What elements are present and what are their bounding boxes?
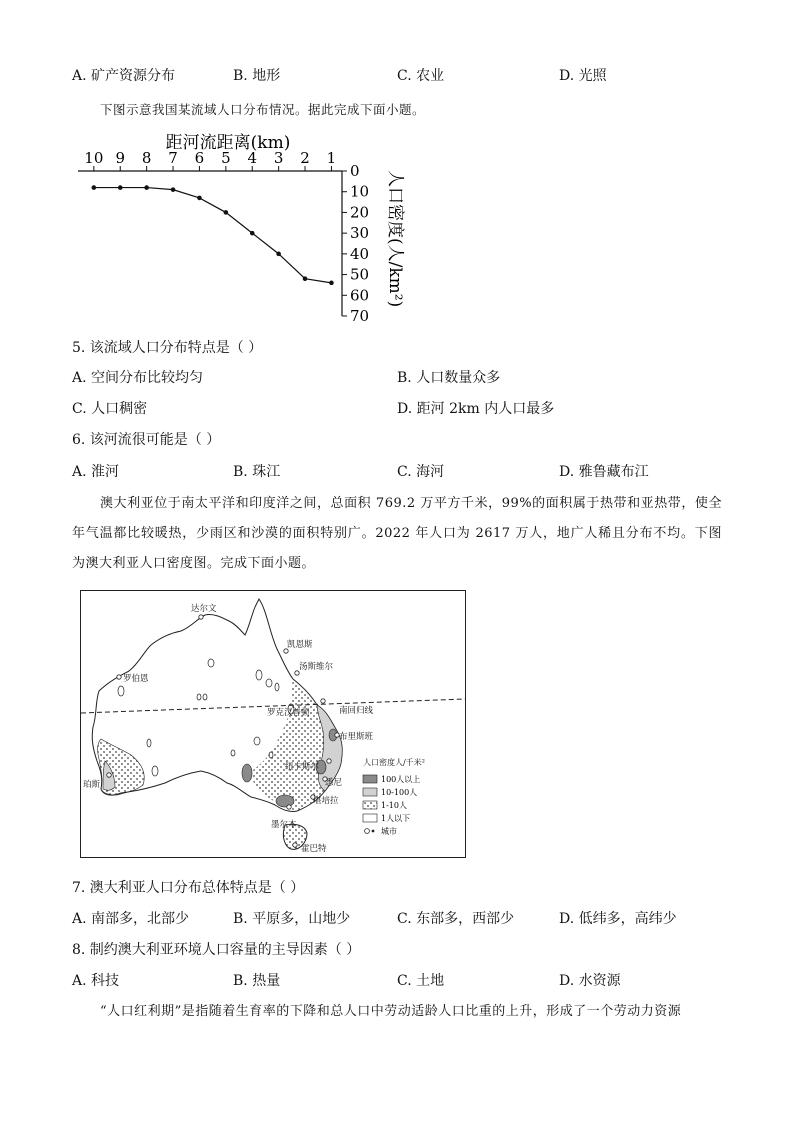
q6-stem: 6. 该河流很可能是（ ） [72,432,221,448]
chart-data-point [329,281,334,286]
chart-x-tick-label: 8 [141,149,152,167]
chart-y-tick-label: 10 [350,182,370,201]
city-label-cairns: 凯恩斯 [287,640,313,650]
chart-data-point [276,252,281,257]
city-label-sydney: 悉尼 [325,778,343,788]
q7-option-b: B. 平原多，山地少 [233,911,351,927]
map-legend [363,757,425,836]
q7-stem: 7. 澳大利亚人口分布总体特点是（ ） [72,880,305,896]
q4-option-c: C. 农业 [397,68,445,84]
q6-option-c: C. 海河 [397,464,445,480]
chart-x-tick-label: 10 [84,149,104,167]
q7-option-a: A. 南部多，北部少 [72,911,190,927]
legend-label-empty: 1人以下 [381,814,411,823]
chart-y-tick-label: 50 [350,265,370,284]
q4-option-d: D. 光照 [559,68,607,84]
q5-option-c: C. 人口稠密 [72,401,148,417]
legend-swatch-dense [363,775,377,783]
city-label-canberra: 堪培拉 [313,796,339,806]
intro-paragraph-1: 下图示意我国某流域人口分布情况。据此完成下面小题。 [100,102,426,117]
chart-series [92,185,334,285]
chart-y-axis-label: 人口密度(人/km²) [385,170,405,308]
legend-label-dense: 100人以上 [381,775,421,784]
city-label-darwin: 达尔文 [191,604,217,614]
chart-y-tick-label: 70 [350,307,370,325]
intro-paragraph-3: “人口红利期”是指随着生育率的下降和总人口中劳动适龄人口比重的上升，形成了一个劳动力资源 [100,1004,682,1019]
chart-data-point [197,196,202,201]
legend-label-city: 城市 [381,827,397,836]
q8-option-a: A. 科技 [72,973,120,989]
chart-data-point [118,185,123,190]
map-svg [81,591,465,857]
chart-data-point [144,185,149,190]
q6-option-b: B. 珠江 [233,464,281,480]
chart-data-point [92,185,97,190]
chart-y-tick-label: 30 [350,224,370,243]
q8-option-d: D. 水资源 [559,973,621,989]
melbourne-dense-area [276,795,294,807]
legend-swatch-empty [363,814,377,822]
legend-label-sparse: 1-10人 [381,801,407,810]
chart-x-tick-label: 1 [326,149,337,167]
chart-y-tick-label: 0 [350,162,360,180]
q5-option-d: D. 距河 2km 内人口最多 [397,401,555,417]
chart-x-tick-label: 2 [300,149,310,167]
chart-x-tick-label: 5 [221,149,231,167]
q6-option-d: D. 雅鲁藏布江 [559,464,649,480]
q7-option-c: C. 东部多，西部少 [397,911,515,927]
chart-y-tick-label: 40 [350,244,370,263]
chart-y-ticks [342,162,369,325]
legend-title: 人口密度人/千米² [363,758,425,767]
legend-swatch-sparse [363,801,377,809]
q4-option-a: A. 矿产资源分布 [72,68,176,84]
chart-data-point [250,231,255,236]
chart-data-point [224,210,229,215]
legend-label-medium: 10-100人 [381,788,418,797]
q5-stem: 5. 该流域人口分布特点是（ ） [72,340,263,356]
population-distance-chart [70,128,420,328]
q6-option-a: A. 淮河 [72,464,120,480]
legend-swatch-medium [363,788,377,796]
adelaide-dense-area [242,764,252,782]
chart-y-tick-label: 60 [350,286,370,305]
q8-option-b: B. 热量 [233,973,281,989]
q5-option-b: B. 人口数量众多 [397,370,501,386]
city-label-brisbane: 布里斯班 [339,732,374,742]
q8-stem: 8. 制约澳大利亚环境人口容量的主导因素（ ） [72,942,361,958]
q8-option-c: C. 土地 [397,973,445,989]
chart-data-point [171,187,176,192]
intro-paragraph-2: 澳大利亚位于南太平洋和印度洋之间，总面积 769.2 万平方千米，99%的面积属于热带和亚热带，使全年气温都比较暖热，少雨区和沙漠的面积特别广。2022 年人口为 2617 万人，地广人稀且分布不均。下图为澳大利亚人口密度图。完成下面小题。 [72,496,722,571]
australia-population-map [80,590,466,858]
chart-x-tick-label: 4 [247,149,258,167]
chart-x-tick-label: 7 [168,149,178,167]
legend-city-dot-icon [372,830,375,833]
chart-axes [78,171,342,316]
city-label-melbourne: 墨尔本 [271,820,297,830]
chart-x-tick-label: 9 [115,149,126,167]
q4-option-b: B. 地形 [233,68,281,84]
chart-data-point [303,276,308,281]
tropic-label: 南回归线 [339,706,374,716]
chart-x-tick-label: 6 [194,149,205,167]
q5-option-a: A. 空间分布比较均匀 [72,370,204,386]
q7-option-d: D. 低纬多，高纬少 [559,911,677,927]
chart-svg [70,128,420,328]
city-label-roebourne: 罗伯恩 [123,674,149,684]
legend-city-icon [365,829,370,834]
chart-series-line [94,188,332,283]
city-label-newcastle: 纽卡斯尔 [285,762,320,772]
city-label-townsville: 汤斯维尔 [299,662,334,672]
city-label-rockhampton: 罗克汉普顿 [267,708,310,718]
chart-x-axis-label: 距河流距离(km) [165,133,291,153]
chart-x-tick-label: 3 [273,149,284,167]
city-label-hobart: 霍巴特 [301,844,327,854]
city-label-perth: 珀斯 [83,780,101,790]
chart-y-tick-label: 20 [350,203,370,222]
